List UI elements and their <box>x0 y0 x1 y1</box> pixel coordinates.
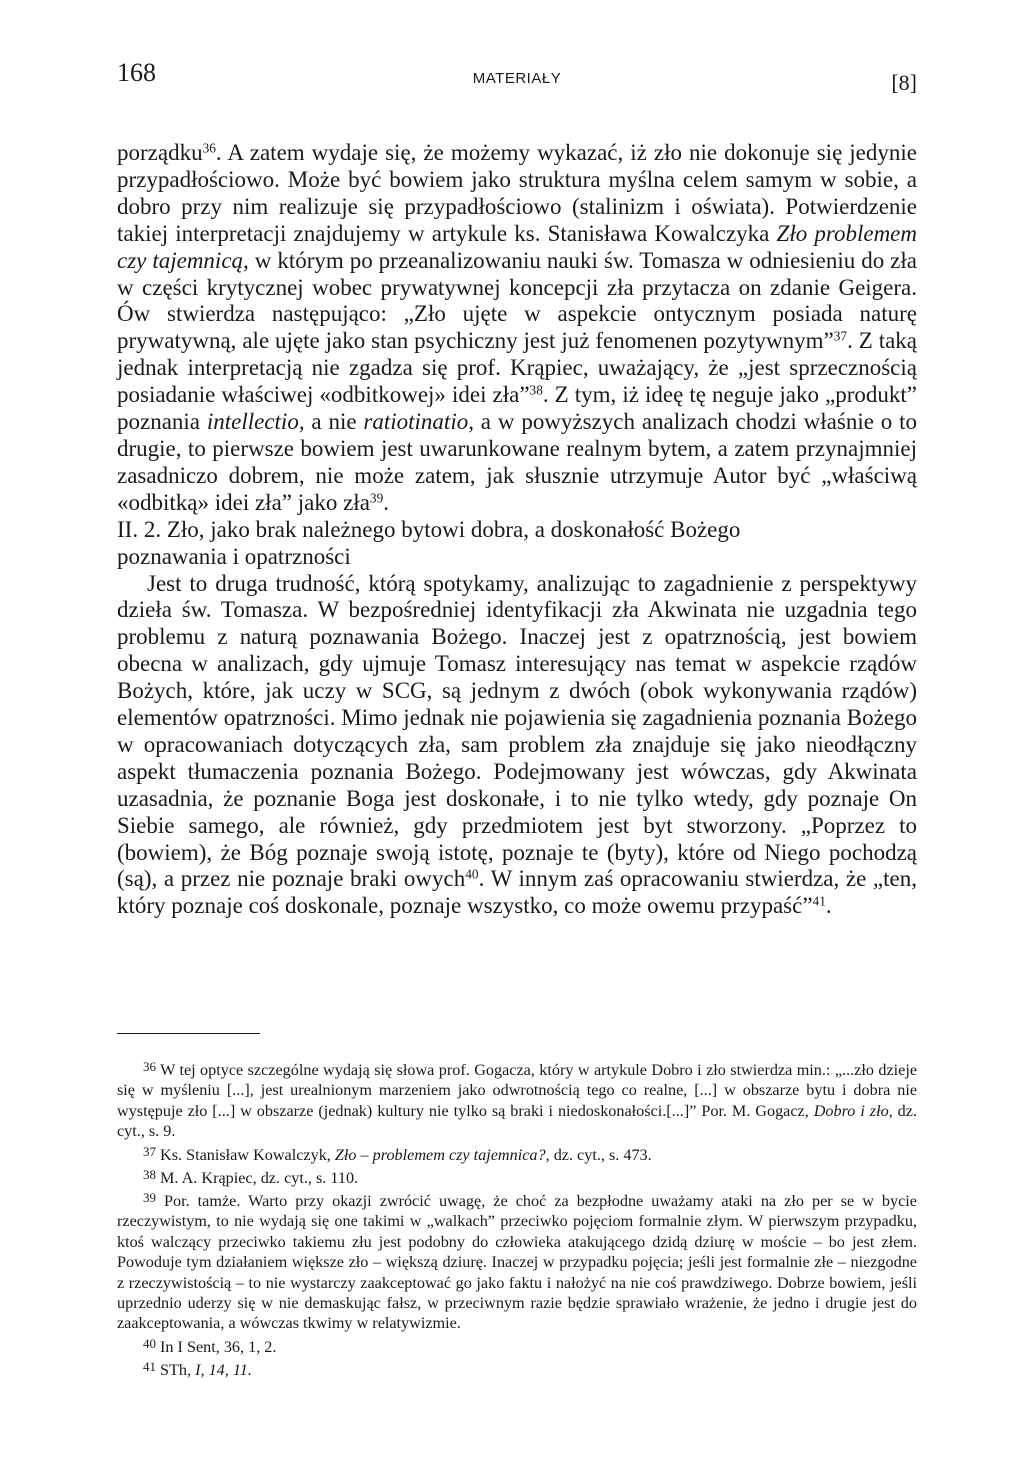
footnote-ref-37: 37 <box>833 329 848 345</box>
text-run: . W innym zaś opracowaniu stwierdza, że „ten, który poznaje coś doskonale, poznaje wszystko, co może owemu przypaść” <box>117 866 917 919</box>
footnote-number: 38 <box>143 1166 156 1182</box>
text-run: STh, <box>155 1360 196 1379</box>
footnote-37 <box>117 1142 917 1165</box>
running-title: MATERIAŁY <box>472 70 562 87</box>
footnote-number: 40 <box>143 1335 156 1351</box>
text-run: a nie <box>304 409 364 435</box>
text-run: w którym po przeanalizowaniu nauki św. Tomasza w odniesieniu do zła w części krytycznej wobec prywatywnej koncepcji zła przytacza on zdanie Geigera. Ów stwierdza następująco: „Zło ujęte w aspekcie ontycznym posiada naturę prywatywną, ale ujęte jako stan psychiczny jest już fenomenen pozytywnym” <box>117 247 917 354</box>
text-run: dz. cyt., s. 473. <box>549 1145 652 1164</box>
text-run: Ks. Stanisław Kowalczyk, <box>155 1145 335 1164</box>
text-run: . A zatem wydaje się, że możemy wykazać, iż zło nie dokonuje się jedynie przypadłościowo. Może być bowiem jako struktura myślna celem samym w sobie, a dobro przy nim realizuje się przypadłościowo (stalinizm i oświata). Potwierdzenie takiej interpretacji znajdujemy w artykule ks. Stanisława Kowalczyka <box>117 140 917 246</box>
text-run: porządku <box>117 140 203 165</box>
text-run: . <box>383 489 389 515</box>
heading-line-1: II. 2. Zło, jako brak należnego bytowi dobra, a doskonałość Bożego <box>117 516 741 542</box>
footnote-divider <box>117 1033 260 1034</box>
text-run: . <box>825 893 832 919</box>
heading-line-2: poznawania i opatrzności <box>117 543 351 569</box>
footnote-ref-41: 41 <box>812 894 826 910</box>
footnote-ref-40: 40 <box>465 867 479 883</box>
footnotes <box>117 1057 917 1380</box>
text-run: M. A. Krąpiec, dz. cyt., s. 110. <box>155 1168 359 1187</box>
italic-ref: I, 14, 11. <box>195 1360 252 1379</box>
footnote-ref-38: 38 <box>529 382 543 398</box>
footnote-39 <box>117 1188 917 1334</box>
text-run: Jest to druga trudność, którą spotykamy, analizując to zagadnienie z perspektywy dzieła św. Tomasza. W bezpośredniej identyfikacji zła Akwinata nie uzgadnia tego problemu z naturą poznawania Bożego. Inaczej jest z opatrznością, jest bowiem obecna w analizach, gdy ujmuje Tomasz interesujący nas temat w aspekcie rządów Bożych, które, jak uczy w SCG, są jednym z dwóch (obok wykonywania rządów) elementów opatrzności. Mimo jednak nie pojawienia się zagadnienia poznania Bożego w opracowaniach dotyczących zła, sam problem zła znajduje się jako nieodłączny aspekt tłumaczenia poznania Bożego. Podejmowany jest wówczas, gdy Akwinata uzasadnia, że poznanie Boga jest doskonałe, i to nie tylko wtedy, gdy poznaje On Siebie samego, ale również, gdy przedmiotem jest byt stworzony. „Poprzez to (bowiem), że Bóg poznaje swoją istotę, poznaje te (byty), które od Niego pochodzą (są), a przez nie poznaje braki owych <box>117 570 917 892</box>
section-heading <box>117 517 917 571</box>
italic-title: Zło – problemem czy tajemnica?, <box>334 1145 550 1164</box>
footnote-41 <box>117 1357 917 1380</box>
text-run: . Z tym, iż ideę tę neguje jako „produkt” poznania <box>117 382 917 435</box>
footnote-36 <box>117 1057 917 1142</box>
text-run: . Z taką jednak interpretacją nie zgadza się prof. Krąpiec, uważający, że „jest sprzecznością posiadanie właściwej «odbitkowej» idei zła” <box>117 328 917 408</box>
footnote-number: 36 <box>143 1059 156 1074</box>
footnote-number: 41 <box>143 1359 156 1375</box>
text-run: Por. tamże. Warto przy okazji zwrócić uwagę, że choć za bezpłodne uważamy ataki na zło per se w bycie rzeczywistym, to nie wydają się one takimi w „walkach” przeciwko pojęciom formalnie złym. W pierwszym przypadku, ktoś walczący przeciwko takiemu złu jest podobny do człowieka atakującego dzidą dziurę w moście – bo jest złem. Powoduje tym działaniem większe zło – większą dziurę. Inaczej w przypadku pojęcia; jeśli jest formalnie złe – niezgodne z rzeczywistością – to nie wystarczy zaakceptować go jako faktu i nałożyć na nie coś prawdziwego. Dobrze bowiem, jeśli uprzednio uderzy się w nie demaskując fałsz, w przeciwnym razie będzie sprawiało wrażenie, że jedno i drugie jest do zaakceptowania, a wówczas tkwimy w relatywizmie. <box>117 1191 917 1333</box>
footnote-ref-36: 36 <box>202 140 216 156</box>
footnote-40 <box>117 1334 917 1357</box>
running-header <box>117 58 917 98</box>
text-run: a w powyższych analizach chodzi właśnie o to drugie, to pierwsze bowiem jest uwarunkowane realnym bytem, a zatem przynajmniej zasadniczo dobrem, nie może zatem, jak słusznie utrzymuje Autor być „właściwą «odbitką» idei zła” jako zła <box>117 409 917 515</box>
page-number: 168 <box>117 58 156 87</box>
paragraph-1 <box>117 140 917 517</box>
main-text <box>117 140 917 920</box>
italic-term: ratiotinatio, <box>363 409 474 435</box>
footnote-38 <box>117 1165 917 1188</box>
footnote-ref-39: 39 <box>369 490 384 506</box>
text-run: In I Sent, 36, 1, 2. <box>155 1337 277 1356</box>
paragraph-2 <box>117 571 917 921</box>
section-number: [8] <box>891 70 917 95</box>
italic-title: Zło problemem czy tajemnicą, <box>117 220 917 273</box>
italic-term: intellectio, <box>206 409 305 435</box>
footnote-number: 37 <box>143 1143 156 1159</box>
text-run: dz. cyt., s. 9. <box>117 1101 918 1141</box>
text-run: W tej optyce szczególne wydają się słowa prof. Gogacza, który w artykule Dobro i zło stwierdza min.: „...zło dzieje się w myśleniu [...], jest urealnionym marzeniem jako odwrotnością tego co realne, [...] w obszarze bytu i dobra nie występuje zło [...] w obszarze (jednak) kultury nie tylko są braki i niedoskonałości.[...]” Por. M. Gogacz, <box>117 1060 917 1120</box>
italic-title: Dobro i zło, <box>813 1101 893 1120</box>
footnote-number: 39 <box>143 1190 156 1206</box>
